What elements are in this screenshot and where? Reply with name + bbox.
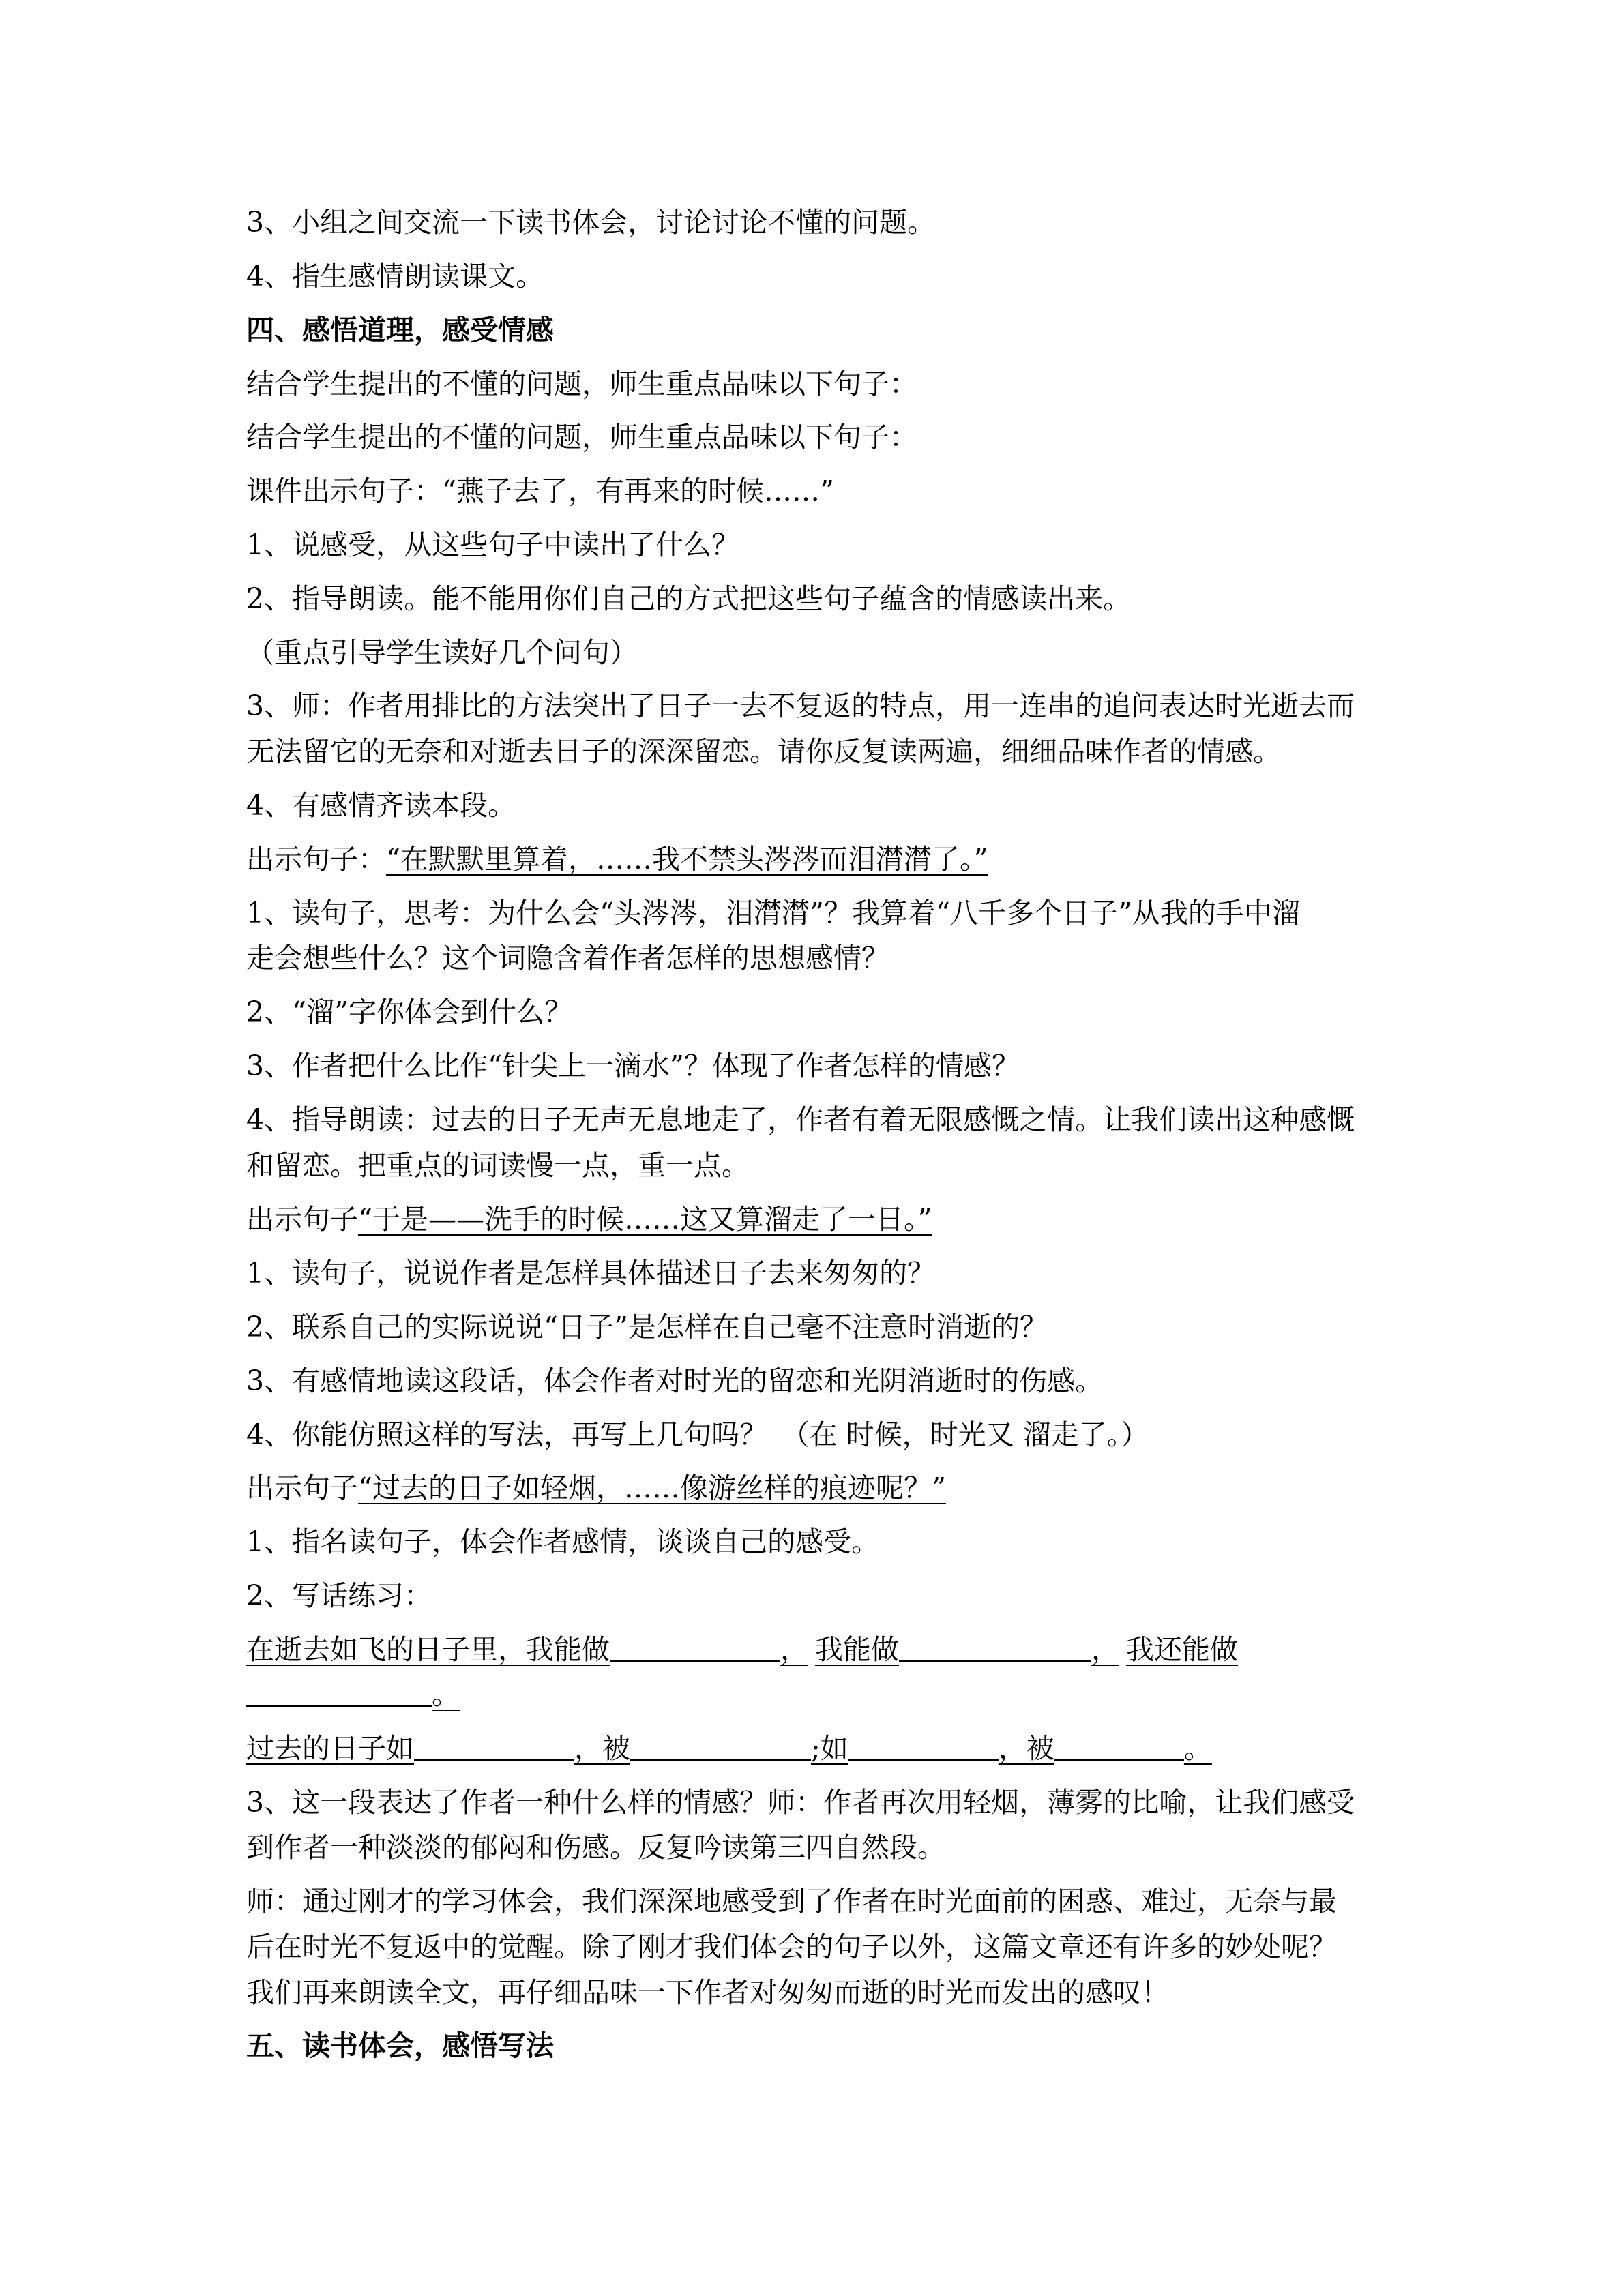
text-line: 4、指生感情朗读课文。 [246, 260, 544, 293]
fill-in-text: 。 [1183, 1732, 1212, 1765]
text-line: 3、作者把什么比作“针尖上一滴水”？体现了作者怎样的情感？ [246, 1049, 1020, 1082]
text-line: 结合学生提出的不懂的问题，师生重点品味以下句子： [246, 368, 917, 400]
fill-in-text: 在逝去如飞的日子里，我能做 [246, 1633, 610, 1666]
text-line: 4、你能仿照这样的写法，再写上几句吗？ （在 时候，时光又 溜走了。） [246, 1418, 1149, 1451]
text-line: 3、小组之间交流一下读书体会，讨论讨论不懂的问题。 [246, 206, 936, 239]
quote-line [246, 1468, 1392, 1508]
fill-in-line [246, 1675, 1392, 1714]
text-line: 4、有感情齐读本段。 [246, 789, 516, 822]
text-line: 3、这一段表达了作者一种什么样的情感？师：作者再次用轻烟，薄雾的比喻，让我们感受 [246, 1786, 1355, 1819]
text-line: 和留恋。把重点的词读慢一点，重一点。 [246, 1149, 750, 1182]
answer-blank[interactable] [630, 1732, 811, 1761]
text-line: 3、有感情地读这段话，体会作者对时光的留恋和光阴消逝时的伤感。 [246, 1365, 1104, 1397]
answer-blank[interactable] [848, 1732, 999, 1761]
fill-in-text: ，被 [574, 1732, 630, 1765]
text-line: 师：通过刚才的学习体会，我们深深地感受到了作者在时光面前的困惑、难过，无奈与最 [246, 1885, 1337, 1918]
quote-prefix: 出示句子： [246, 843, 386, 876]
quoted-sentence: “过去的日子如轻烟，……像游丝样的痕迹呢？” [358, 1472, 946, 1504]
text-line: 2、“溜”字你体会到什么？ [246, 996, 573, 1028]
quote-prefix: 出示句子 [246, 1472, 358, 1504]
answer-blank[interactable] [246, 1678, 432, 1707]
text-line: 我们再来朗读全文，再仔细品味一下作者对匆匆而逝的时光而发出的感叹！ [246, 1976, 1169, 2009]
fill-in-text: 我能做 [815, 1633, 899, 1666]
text-line: 2、联系自己的实际说说“日子”是怎样在自己毫不注意时消逝的？ [246, 1311, 1048, 1343]
quote-prefix: 出示句子 [246, 1203, 358, 1236]
text-line: 1、说感受，从这些句子中读出了什么？ [246, 528, 740, 561]
text-line: 结合学生提出的不懂的问题，师生重点品味以下句子： [246, 421, 917, 453]
text-line: 后在时光不复返中的觉醒。除了刚才我们体会的句子以外，这篇文章还有许多的妙处呢？ [246, 1930, 1337, 1963]
text-line: 课件出示句子：“燕子去了，有再来的时候……” [246, 475, 834, 507]
text-line: （重点引导学生读好几个问句） [246, 636, 638, 669]
fill-in-text: ;如 [811, 1732, 848, 1765]
text-line: 1、指名读句子，体会作者感情，谈谈自己的感受。 [246, 1525, 880, 1558]
text-line: 2、指导朗读。能不能用你们自己的方式把这些句子蕴含的情感读出来。 [246, 582, 1132, 615]
quote-line [246, 839, 1392, 879]
section-heading: 五、读书体会，感悟写法 [246, 2029, 554, 2062]
text-line: 2、写话练习： [246, 1579, 432, 1612]
text-line: 3、师：作者用排比的方法突出了日子一去不复返的特点，用一连串的追问表达时光逝去而 [246, 689, 1355, 722]
answer-blank[interactable] [899, 1633, 1091, 1662]
answer-blank[interactable] [610, 1633, 780, 1662]
text-line: 走会想些什么？这个词隐含着作者怎样的思想感情？ [246, 942, 889, 974]
text-line: 1、读句子，思考：为什么会“头涔涔，泪潸潸”？我算着“八千多个日子”从我的手中溜 [246, 897, 1300, 929]
text-line: 4、指导朗读：过去的日子无声无息地走了，作者有着无限感慨之情。让我们读出这种感慨 [246, 1103, 1355, 1136]
answer-blank[interactable] [1054, 1732, 1184, 1761]
text-line: 到作者一种淡淡的郁闷和伤感。反复吟读第三四自然段。 [246, 1831, 945, 1864]
fill-in-text: ， [1091, 1633, 1119, 1666]
fill-in-text: 我还能做 [1126, 1633, 1238, 1666]
fill-in-text: ，被 [998, 1732, 1054, 1765]
fill-in-line [246, 1630, 1392, 1669]
section-heading: 四、感悟道理，感受情感 [246, 314, 554, 346]
fill-in-text: ， [780, 1633, 808, 1666]
fill-in-text: 过去的日子如 [246, 1732, 414, 1765]
quoted-sentence: “在默默里算着，……我不禁头涔涔而泪潸潸了。” [386, 843, 988, 876]
fill-in-text: 。 [432, 1678, 460, 1711]
quoted-sentence: “于是——洗手的时候……这又算溜走了一日。” [358, 1203, 932, 1236]
quote-line [246, 1199, 1392, 1239]
fill-in-line [246, 1729, 1392, 1768]
text-line: 无法留它的无奈和对逝去日子的深深留恋。请你反复读两遍，细细品味作者的情感。 [246, 735, 1281, 768]
answer-blank[interactable] [414, 1732, 574, 1761]
text-line: 1、读句子，说说作者是怎样具体描述日子去来匆匆的？ [246, 1257, 936, 1289]
